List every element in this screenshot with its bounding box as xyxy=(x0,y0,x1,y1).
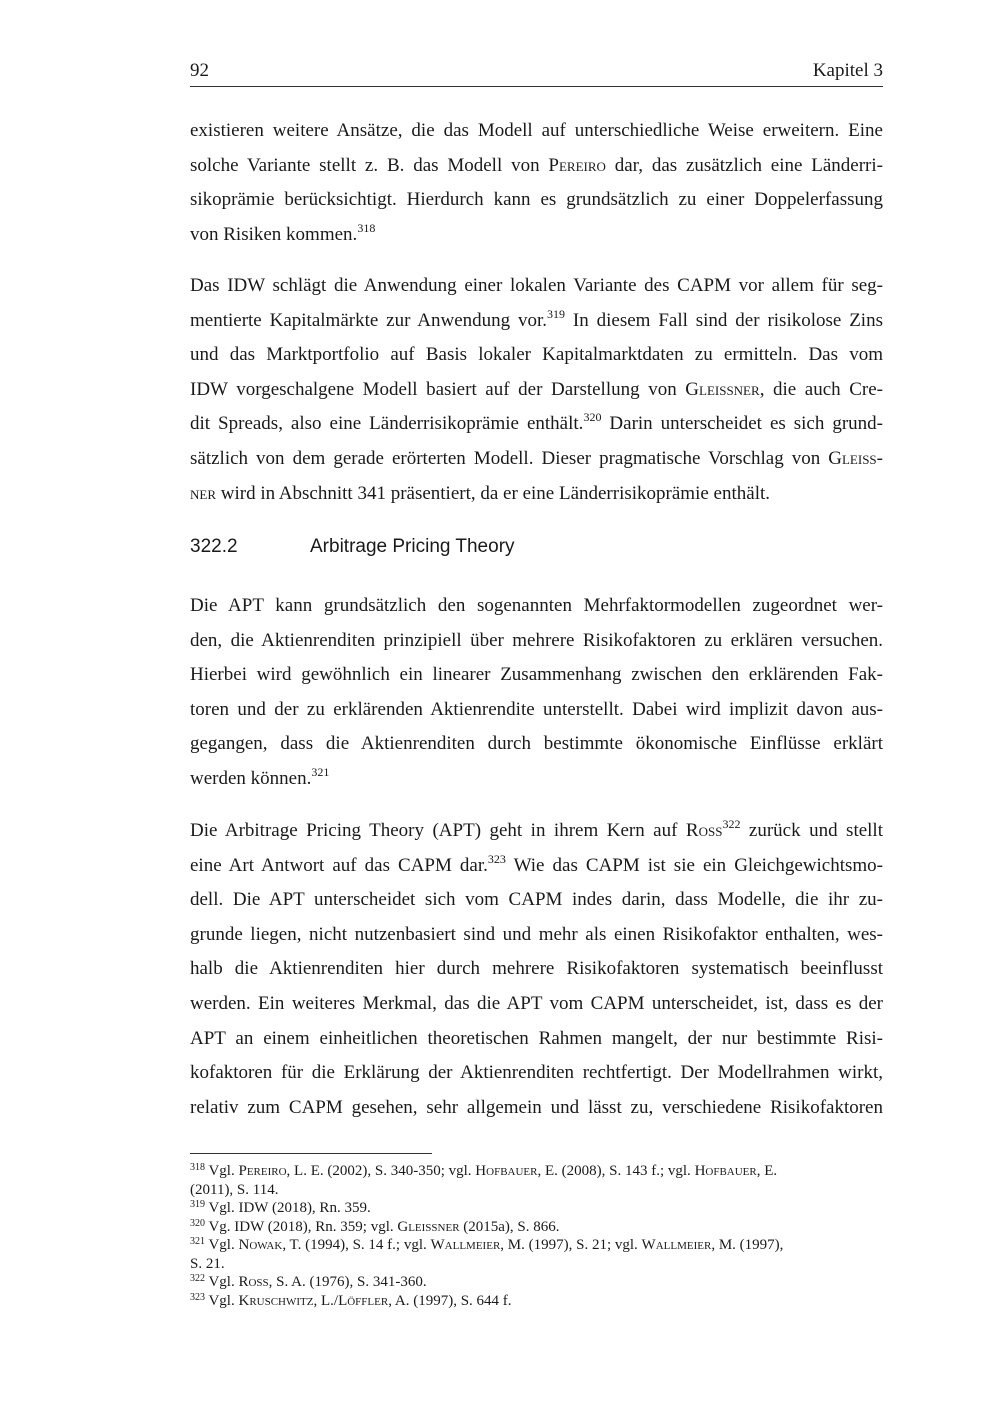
section-title: Arbitrage Pricing Theory xyxy=(310,536,515,557)
footnote-319: $^{319}$ Vgl. IDW (2018), Rn. 359. xyxy=(190,1199,371,1216)
footnote-ref[interactable]: 318 xyxy=(357,220,376,235)
footnote-321: $^{321}$ Vgl. Nowak, T. (1994), S. 14 f.; vgl. Wallmeier, M. (1997), S. 21; vgl. Wallmeier, M. (1997), S. 21. xyxy=(190,1236,784,1272)
chapter-title: Kapitel 3 xyxy=(812,60,883,81)
text-line: IDW vorgeschalgene Modell basiert auf der Darstellung von Gleißner, die auch Cre- xyxy=(190,378,883,400)
text-line: toren und der zu erklärenden Aktienrendite unterstellt. Dabei wird implizit davon aus- xyxy=(190,698,883,720)
author-name: Ross xyxy=(685,820,723,841)
page-number: 92 xyxy=(190,60,209,81)
text-line: sikoprämie berücksichtigt. Hierdurch kann es grundsätzlich zu einer Doppelerfassung xyxy=(190,189,883,211)
author-name: Pereiro xyxy=(548,154,606,176)
text-line: solche Variante stellt z. B. das Modell von Pereiro dar, das zusätzlich eine Länderri- xyxy=(190,154,883,176)
text-line: ner wird in Abschnitt 341 präsentiert, da er eine Länderrisikoprämie enthält. xyxy=(190,482,770,504)
paragraph-2 xyxy=(190,269,883,511)
text-line: halb die Aktienrenditen hier durch mehrere Risikofaktoren systematisch beeinflusst xyxy=(190,958,883,980)
paragraph-3 xyxy=(190,589,883,797)
text-line: und das Marktportfolio auf Basis lokaler Kapitalmarktdaten zu ermitteln. Das vom xyxy=(190,344,883,366)
text-line: Das IDW schlägt die Anwendung einer lokalen Variante des CAPM vor allem für seg- xyxy=(190,275,883,296)
running-header xyxy=(190,60,883,87)
text-line: grunde liegen, nicht nutzenbasiert sind und mehr als einen Risikofaktor enthalten, wes- xyxy=(190,923,883,945)
footnote-ref[interactable]: 321 xyxy=(311,764,330,779)
text-line: den, die Aktienrenditen prinzipiell über mehrere Risikofaktoren zu erklären versuchen. xyxy=(190,629,883,651)
footnotes xyxy=(190,1162,883,1310)
text-line: existieren weitere Ansätze, die das Modell auf unterschiedliche Weise erweitern. Eine xyxy=(190,120,883,141)
footnote-ref[interactable]: 320 xyxy=(583,410,602,425)
footnote-ref[interactable]: 322 xyxy=(722,817,741,831)
text-line: gegangen, dass die Aktienrenditen durch bestimmte ökonomische Einflüsse erklärt xyxy=(190,733,883,755)
text-line: mentierte Kapitalmärkte zur Anwendung vor.$^{319}$ In diesem Fall sind der risikolose Zins xyxy=(190,306,883,331)
text-line: von Risiken kommen.$^{318}$ xyxy=(190,220,376,245)
author-name: Gleißner xyxy=(685,378,760,400)
text-line: dit Spreads, also eine Länderrisikoprämie enthält.$^{320}$ Darin unterscheidet es sich grund- xyxy=(190,410,883,435)
text-line: eine Art Antwort auf das CAPM dar.$^{323}$ Wie das CAPM ist sie ein Gleichgewichtsmo- xyxy=(190,851,883,876)
footnote-320: $^{320}$ Vg. IDW (2018), Rn. 359; vgl. Gleißner (2015a), S. 866. xyxy=(190,1217,560,1235)
text-line: relativ zum CAPM gesehen, sehr allgemein und lässt zu, verschiedene Risikofaktoren xyxy=(190,1096,883,1118)
author-name: ner xyxy=(190,482,216,504)
author-name: Gleiß- xyxy=(828,447,883,469)
footnote-323: $^{323}$ Vgl. Kruschwitz, L./Löffler, A. (1997), S. 644 f. xyxy=(190,1291,512,1309)
text-line: dell. Die APT unterscheidet sich vom CAPM indes darin, dass Modelle, die ihr zu- xyxy=(190,889,883,911)
text-line: werden können.$^{321}$ xyxy=(190,764,330,789)
footnote-322: $^{322}$ Vgl. Ross, S. A. (1976), S. 341-360. xyxy=(190,1273,427,1290)
text-line: Hierbei wird gewöhnlich ein linearer Zusammenhang zwischen den erklärenden Fak- xyxy=(190,664,883,686)
text-line: kofaktoren für die Erklärung der Aktienrenditen rechtfertigt. Der Modellrahmen wirkt, xyxy=(190,1062,883,1084)
footnote-318: $^{318}$ Vgl. Pereiro, L. E. (2002), S. 340-350; vgl. Hofbauer, E. (2008), S. 143 f.; vgl. Hofbauer, E. (2011), S. 114. xyxy=(190,1162,778,1198)
paragraph-1 xyxy=(190,114,883,252)
footnote-divider xyxy=(190,1153,432,1154)
section-number: 322.2 xyxy=(190,536,238,557)
text-line: sätzlich von dem gerade erörterten Modell. Dieser pragmatische Vorschlag von Gleiß- xyxy=(190,447,883,469)
text-line: Die APT kann grundsätzlich den sogenannten Mehrfaktormodellen zugeordnet wer- xyxy=(190,595,883,616)
text-line: werden. Ein weiteres Merkmal, das die APT vom CAPM unterscheidet, ist, dass es der xyxy=(190,992,883,1014)
text-line: APT an einem einheitlichen theoretischen Rahmen mangelt, der nur bestimmte Risi- xyxy=(190,1027,883,1049)
footnote-ref[interactable]: 323 xyxy=(487,851,506,866)
text-line: Die Arbitrage Pricing Theory (APT) geht in ihrem Kern auf Ross$^{322}$ zurück und stellt xyxy=(190,817,883,841)
footnote-ref[interactable]: 319 xyxy=(547,306,566,321)
paragraph-4 xyxy=(190,814,883,1125)
